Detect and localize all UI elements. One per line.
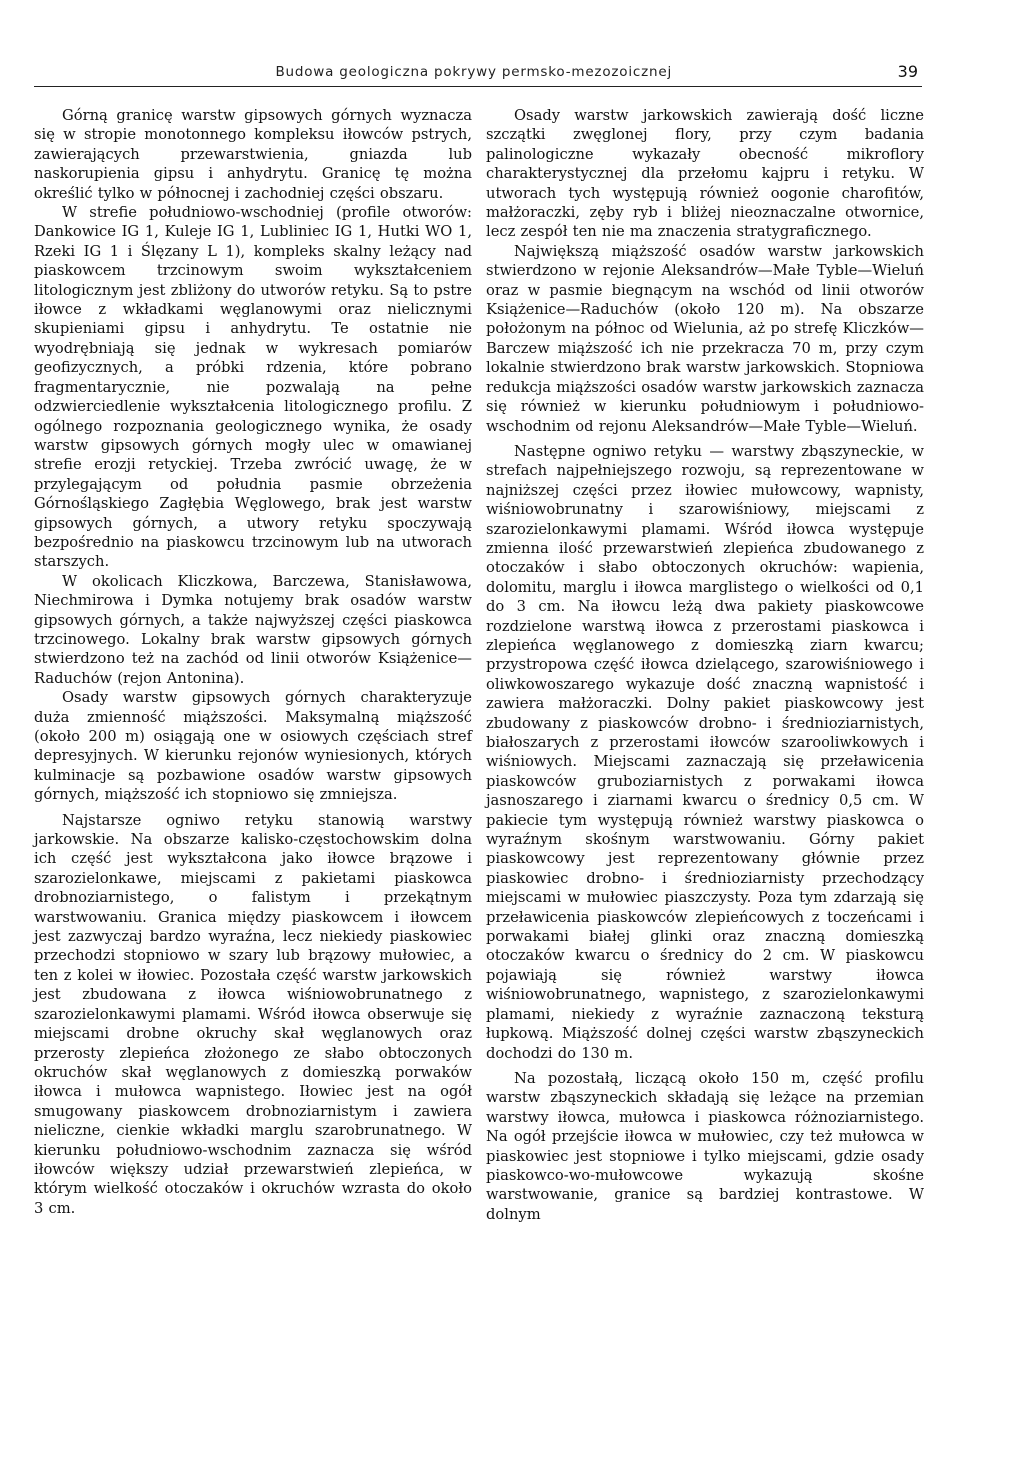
- right-column: [486, 106, 924, 1224]
- left-column: [34, 106, 472, 1218]
- paragraph: W strefie południowo-wschodniej (profile otworów: Dankowice IG 1, Kuleje IG 1, Lubliniec IG 1, Hutki WO 1, Rzeki IG 1 i Ślęzany L 1), kompleks skalny leżący nad piaskowcem trzcinowym swoim wykształceniem litologicznym jest zbliżony do utworów retyku. Są to pstre iłowce z wkładkami węglanowymi oraz nielicznymi skupieniami gipsu i anhydrytu. Te ostatnie nie wyodrębniają się jednak w wykresach pomiarów geofizycznych, a próbki rdzenia, które pobrano fragmentarycznie, nie pozwalają na pełne odzwierciedlenie wykształcenia litologicznego profilu. Z ogólnego rozpoznania geologicznego wynika, że osady warstw gipsowych górnych mogły ulec w omawianej strefie erozji retyckiej. Trzeba zwrócić uwagę, że w przylegającym od południa pasmie obrzeżenia Górnośląskiego Zagłębia Węglowego, brak jest warstw gipsowych górnych, a utwory retyku spoczywają bezpośrednio na piaskowcu trzcinowym lub na utworach starszych.: [34, 204, 472, 571]
- paragraph: Osady warstw jarkowskich zawierają dość liczne szczątki zwęglonej flory, przy czym badania palinologiczne wykazały obecność mikroflory charakterystycznej dla przełomu kajpru i retyku. W utworach tych występują również oogonie charofitów, małżoraczki, zęby ryb i bliżej nieoznaczalne otwornice, lecz zespół ten nie ma znaczenia stratygraficznego.: [486, 107, 924, 241]
- running-header: [34, 62, 922, 87]
- running-title: Budowa geologiczna pokrywy permsko-mezozoicznej: [275, 64, 672, 80]
- paragraph: Największą miąższość osadów warstw jarkowskich stwierdzono w rejonie Aleksandrów—Małe Tyble—Wieluń oraz w pasmie biegnącym na wschód od linii otworów Książenice—Raduchów (około 120 m). Na obszarze położonym na północ od Wielunia, aż po strefę Kliczków—Barczew miąższość ich nie przekracza 70 m, przy czym lokalnie stwierdzono brak warstw jarkowskich. Stopniowa redukcja miąższości osadów warstw jarkowskich zaznacza się również w kierunku południowym i południowo-wschodnim od rejonu Aleksandrów—Małe Tyble—Wieluń.: [486, 242, 924, 435]
- paragraph: Osady warstw gipsowych górnych charakteryzuje duża zmienność miąższości. Maksymalną miąższość (około 200 m) osiągają one w osiowych częściach stref depresyjnych. W kierunku rejonów wyniesionych, których kulminacje są pozbawione osadów warstw gipsowych górnych, miąższość ich stopniowo się zmniejsza.: [34, 689, 472, 804]
- paragraph: Następne ogniwo retyku — warstwy zbąszyneckie, w strefach najpełniejszego rozwoju, są reprezentowane w najniższej części przez iłowiec mułowcowy, wapnisty, wiśniowobrunatny i szarowiśniowy, miejscami z szarozielonkawymi plamami. Wśród iłowca występuje zmienna ilość przewarstwień zlepieńca zbudowanego z otoczaków i słabo obtoczonych okruchów: wapienia, dolomitu, marglu i iłowca marglistego o wielkości od 0,1 do 3 cm. Na iłowcu leżą dwa pakiety piaskowcowe rozdzielone warstwą iłowca z przerostami piaskowca i zlepieńca węglanowego z domieszką ziarn kwarcu; przystropowa część iłowca dzielącego, szarowiśniowego i oliwkowoszarego wykazuje dość znaczną wapnistość i zawiera małżoraczki. Dolny pakiet piaskowcowy jest zbudowany z piaskowców drobno- i średnioziarnistych, białoszarych z przerostami iłowców szarooliwkowych i wiśniowych. Miejscami zaznaczają się przeławicenia piaskowców gruboziarnistych z porwakami iłowca jasnoszarego i ziarnami kwarcu o średnicy 0,5 cm. W pakiecie tym występują również warstwy piaskowca o wyraźnym skośnym warstwowaniu. Górny pakiet piaskowcowy jest reprezentowany głównie przez piaskowiec drobno- i średnioziarnisty przechodzący miejscami w mułowiec piaszczysty. Poza tym zdarzają się przeławicenia piaskowców zlepieńcowych z toczeńcami i porwakami białej glinki oraz znaczną domieszką otoczaków kwarcu o średnicy do 2 cm. W piaskowcu pojawiają się również warstwy iłowca wiśniowobrunatnego, wapnistego, z szarozielonkawymi plamami, niekiedy z wyraźnie zaznaczoną teksturą łupkową. Miąższość dolnej części warstw zbąszyneckich dochodzi do 130 m.: [486, 442, 924, 1062]
- paragraph: Górną granicę warstw gipsowych górnych wyznacza się w stropie monotonnego kompleksu iłowców pstrych, zawierających przewarstwienia, gniazda lub naskorupienia gipsu i anhydrytu. Granicę tę można określić tylko w północnej i zachodniej części obszaru.: [34, 107, 472, 202]
- paragraph: W okolicach Kliczkowa, Barczewa, Stanisławowa, Niechmirowa i Dymka notujemy brak osadów warstw gipsowych górnych, a także najwyższej części piaskowca trzcinowego. Lokalny brak warstw gipsowych górnych stwierdzono też na zachód od linii otworów Książenice—Raduchów (rejon Antonina).: [34, 572, 472, 687]
- paragraph: Najstarsze ogniwo retyku stanowią warstwy jarkowskie. Na obszarze kalisko-częstochowskim dolna ich część jest wykształcona jako iłowce brązowe i szarozielonkawe, miejscami z pakietami piaskowca drobnoziarnistego, o falistym i przekątnym warstwowaniu. Granica między piaskowcem i iłowcem jest zazwyczaj bardzo wyraźna, lecz niekiedy piaskowiec przechodzi stopniowo w szary lub brązowy mułowiec, a ten z kolei w iłowiec. Pozostała część warstw jarkowskich jest zbudowana z iłowca wiśniowobrunatnego z szarozielonkawymi plamami. Wśród iłowca obserwuje się miejscami drobne okruchy skał węglanowych oraz przerosty zlepieńca złożonego ze słabo obtoczonych okruchów skał węglanowych z domieszką porwaków iłowca i mułowca wapnistego. Iłowiec jest na ogół smugowany piaskowcem drobnoziarnistym i zawiera nieliczne, cienkie wkładki marglu szarobrunatnego. W kierunku południowo-wschodnim zaznacza się wśród iłowców większy udział przewarstwień zlepieńca, w którym wielkość otoczaków i okruchów wzrasta do około 3 cm.: [34, 811, 472, 1217]
- paragraph: Na pozostałą, liczącą około 150 m, część profilu warstw zbąszyneckich składają się leżące na przemian warstwy iłowca, mułowca i piaskowca różnoziarnistego. Na ogół przejście iłowca w mułowiec, czy też mułowca w piaskowiec jest stopniowe i tylko miejscami, gdzie osady piaskowco-wo-mułowcowe wykazują skośne warstwowanie, granice są bardziej kontrastowe. W dolnym: [486, 1069, 924, 1223]
- page-number: 39: [897, 62, 918, 81]
